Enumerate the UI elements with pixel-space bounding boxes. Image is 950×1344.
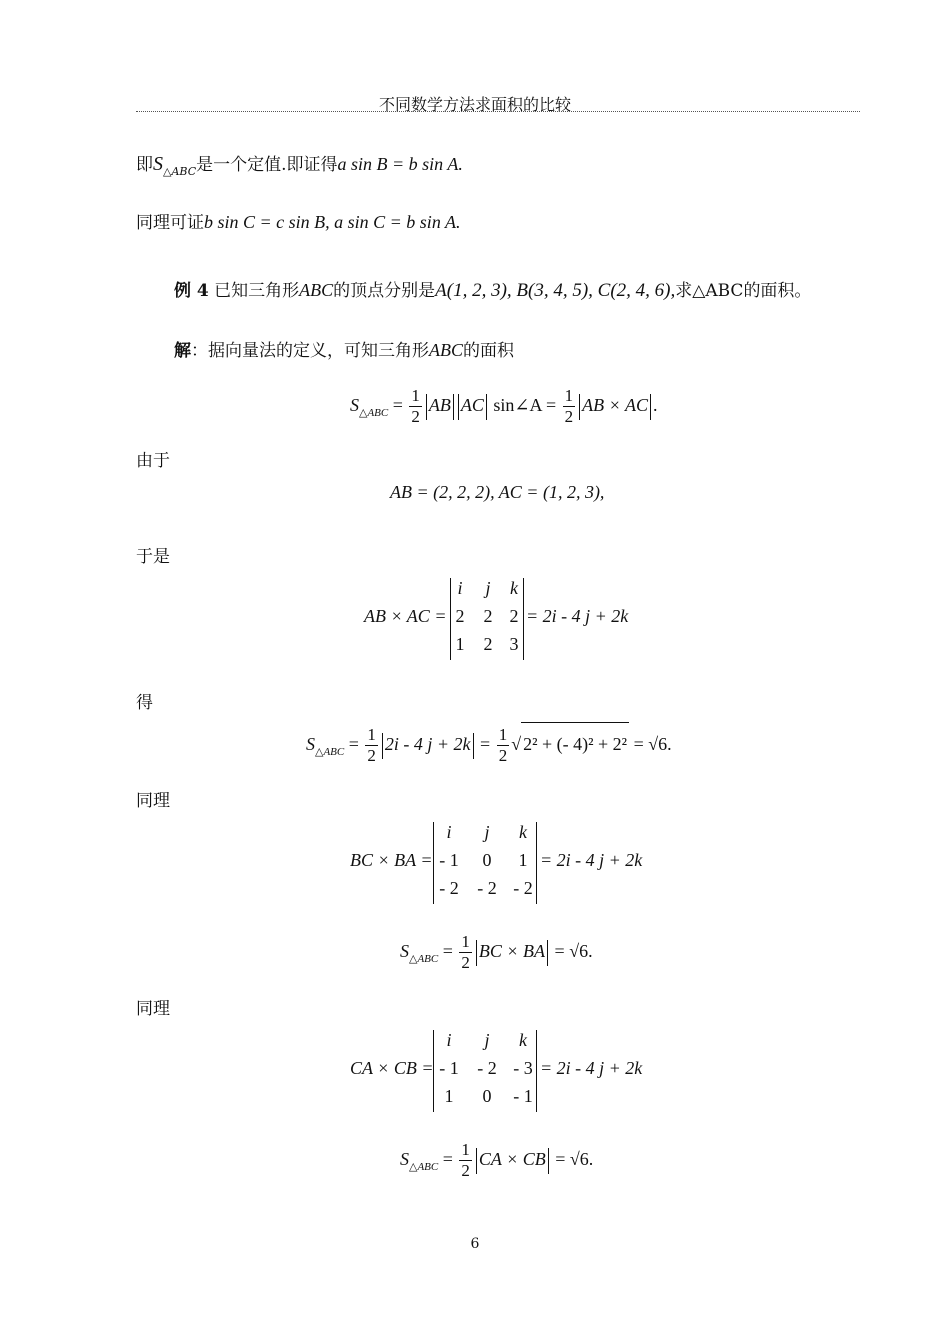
line1-prefix: 即 [136,155,153,175]
det3-r0c0: i [446,1030,452,1050]
solution-label: 解 [174,341,191,361]
f2-abs: 2i - 4 j + 2k [384,734,471,754]
f2-radicand: 2² + (- 4)² + 2² [521,722,629,765]
det1-r0c0: i [457,578,463,598]
example-vertices: A(1, 2, 3), B(3, 4, 5), C(2, 4, 6), [435,280,676,301]
f3-eq: = [442,941,453,961]
example-label: 例 4 [174,281,209,301]
det1-r0c2: k [510,578,518,598]
line1-equation: a sin B = b sin A. [337,154,463,174]
det1-r0c1: j [485,578,491,598]
example-text-4: 的面积。 [743,281,812,301]
example-text-3: 求△ABC [675,281,744,301]
det3-r0c2: k [519,1030,527,1050]
det3-r2c1: 0 [482,1086,492,1106]
f1-part-b: AC [460,395,484,415]
line2-equation: b sin C = c sin B, a sin C = b sin A. [204,212,461,232]
f1-num: 1 [411,386,420,406]
f4-S: S [400,1149,409,1169]
text-same-2: 同理 [136,999,170,1019]
f1-den: 2 [411,407,420,427]
f2-eq2: = [480,734,491,754]
det1-r2c2: 3 [509,634,519,654]
det1-r1c2: 2 [509,606,519,626]
f4-eq: = [442,1149,453,1169]
det3-r1c2: - 3 [513,1058,533,1078]
example-4 [174,276,811,302]
line1-S: S [153,153,163,175]
example-abc: ABC [299,280,334,300]
f4-den: 2 [461,1161,470,1181]
page-header-title: 不同数学方法求面积的比较 [378,95,571,114]
det3-r2c0: 1 [444,1086,454,1106]
f4-fraction [459,1140,472,1181]
line1-S-sub: △ABC [163,165,197,178]
text-line-2 [136,208,460,233]
f1-fraction [409,386,422,427]
det2-r2c1: - 2 [477,878,497,898]
f2-num: 1 [367,725,376,745]
f4-abs: CA × CB [478,1149,546,1169]
det2-r1c1: 0 [482,850,492,870]
det3-lhs: CA × CB = [350,1058,434,1078]
f2-num2: 1 [498,725,508,745]
f2-eq1: = [348,734,359,754]
det2-r0c2: k [519,822,527,842]
det3-r0c1: j [484,1030,490,1050]
det1-rhs: = 2i - 4 j + 2k [526,606,629,626]
f3-den: 2 [461,953,470,973]
det2-r2c2: - 2 [513,878,533,898]
det1-r1c0: 2 [455,606,465,626]
header-divider [136,111,860,112]
formula-area-bc-ba [400,930,593,980]
det2-r0c0: i [446,822,452,842]
text-same-1: 同理 [136,791,170,811]
f2-den2: 2 [498,746,508,766]
solution-abc: ABC [429,340,463,360]
det2-rhs: = 2i - 4 j + 2k [540,850,643,870]
f1-fraction-2 [563,386,576,427]
det1-matrix [450,578,524,660]
f1-num2: 1 [564,386,574,406]
f1-den2: 2 [564,407,574,427]
det2-r0c1: j [484,822,490,842]
det3-matrix [433,1030,537,1112]
solution-text-2: 的面积 [463,341,514,361]
f3-fraction [459,932,472,973]
f1-part-a: AB [428,395,451,415]
text-then: 于是 [136,547,170,567]
formula-area-vector [350,384,657,434]
f3-S: S [400,941,409,961]
text-due: 由于 [136,451,170,471]
f4-num: 1 [461,1140,470,1160]
f4-result: = √6. [555,1149,594,1169]
f1-sin: sin∠A = [493,395,557,415]
page-number: 6 [470,1236,480,1252]
det2-matrix [433,822,537,904]
f1-sub: △ABC [359,407,389,419]
f3-num: 1 [461,932,470,952]
f2-result: = √6. [633,734,672,754]
det2-r1c2: 1 [518,850,528,870]
det1-r2c0: 1 [455,634,465,654]
example-text-1: 已知三角形 [214,281,300,301]
f2-den: 2 [367,746,376,766]
formula-area-computed: $S_{\triangle ABC}$ = $\frac{1}{2}$ 2i - 4 j + 2k = $\frac{1}{2}$ √ 2² + (- 4)² + 2² = √6. [306,722,672,773]
solution-text-1: ：据向量法的定义，可知三角形 [191,341,429,361]
f2-fraction-2 [497,725,510,766]
f4-sub: △ABC [409,1161,439,1173]
solution-intro [174,336,514,361]
f1-S: S [350,395,359,415]
det3-rhs: = 2i - 4 j + 2k [540,1058,643,1078]
f2-sub: △ABC [315,746,345,758]
det3-r1c1: - 2 [477,1058,497,1078]
line2-prefix: 同理可证 [136,213,204,233]
f1-cross: AB × AC [582,395,648,415]
det2-r1c0: - 1 [439,850,459,870]
f1-end: . [652,395,658,415]
text-get: 得 [136,693,153,713]
f1-eq: = [392,395,403,415]
det1-r1c1: 2 [483,606,493,626]
f3-result: = √6. [554,941,593,961]
example-text-2: 的顶点分别是 [333,281,436,301]
det1-r2c1: 2 [483,634,493,654]
line1-middle: 是一个定值.即证得 [196,155,338,175]
formula-area-ca-cb [400,1138,593,1188]
det1-lhs: AB × AC = [364,606,447,626]
text-line-1 [136,150,463,178]
f2-S: S [306,734,315,754]
det3-r2c2: - 1 [513,1086,533,1106]
f2-fraction [365,725,378,766]
f3-sub: △ABC [409,953,439,965]
vectors-ab-ac: AB = (2, 2, 2), AC = (1, 2, 3), [390,482,605,502]
det2-r2c0: - 2 [439,878,459,898]
det2-lhs: BC × BA = [350,850,433,870]
f3-abs: BC × BA [478,941,546,961]
det3-r1c0: - 1 [439,1058,459,1078]
